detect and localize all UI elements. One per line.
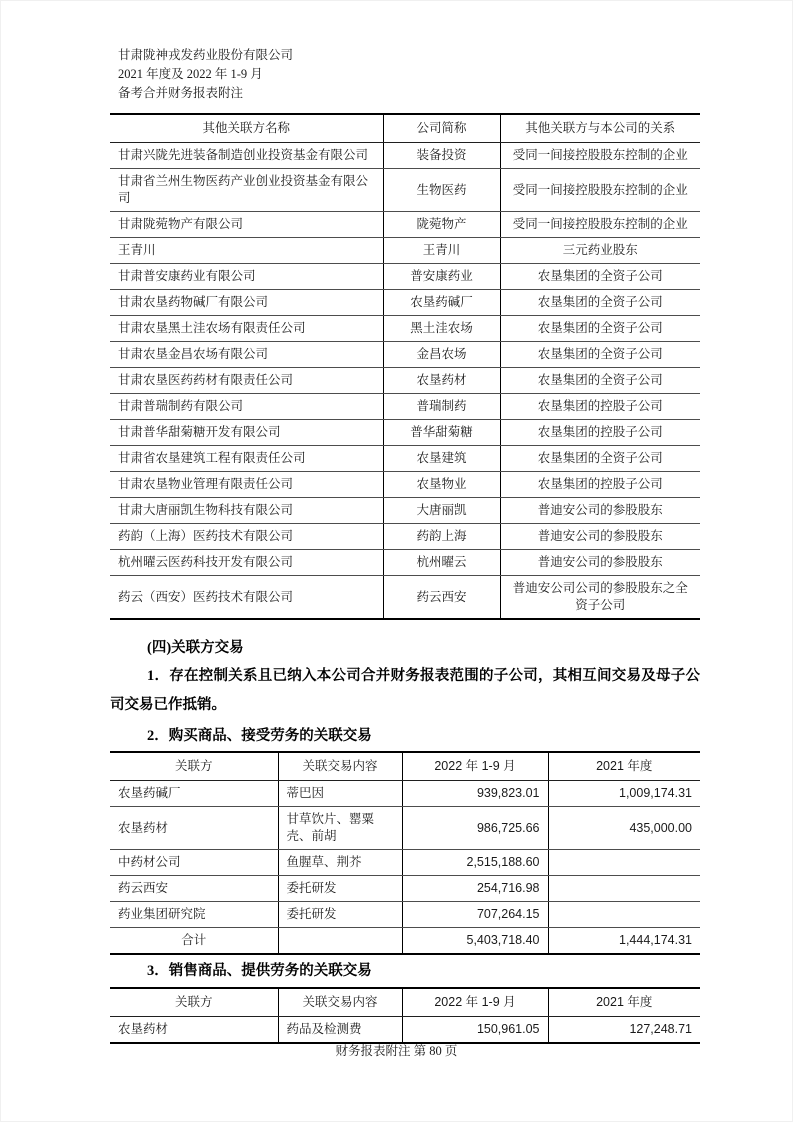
cell-content: 药品及检测费	[278, 1017, 402, 1044]
cell-abbr: 王青川	[383, 238, 500, 264]
cell-2021-value: 435,000.00	[548, 807, 700, 850]
cell-abbr: 生物医药	[383, 169, 500, 212]
cell-content: 鱼腥草、荆芥	[278, 850, 402, 876]
cell-relationship: 普迪安公司的参股股东	[500, 524, 700, 550]
cell-abbr: 杭州曜云	[383, 550, 500, 576]
cell-relationship: 农垦集团的全资子公司	[500, 342, 700, 368]
cell-relationship: 受同一间接控股股东控制的企业	[500, 143, 700, 169]
cell-company-name: 甘肃兴陇先进装备制造创业投资基金有限公司	[110, 143, 383, 169]
cell-relationship: 三元药业股东	[500, 238, 700, 264]
cell-company-name: 王青川	[110, 238, 383, 264]
cell-content: 委托研发	[278, 876, 402, 902]
table-row	[110, 264, 700, 290]
table-row	[110, 446, 700, 472]
cell-2022-value: 254,716.98	[402, 876, 548, 902]
cell-2021-value	[548, 902, 700, 928]
cell-2021-value: 1,009,174.31	[548, 781, 700, 807]
cell-party: 农垦药材	[118, 1022, 169, 1036]
col-header-2022-period: 2022 年 1-9 月	[402, 988, 548, 1017]
cell-party: 药业集团研究院	[110, 902, 278, 928]
cell-2022-value: 986,725.66	[402, 807, 548, 850]
cell-abbr: 农垦物业	[383, 472, 500, 498]
cell-company-name: 甘肃省兰州生物医药产业创业投资基金有限公司	[110, 169, 383, 212]
cell-2021-value: 127,248.71	[548, 1017, 700, 1044]
col-header-transaction-content: 关联交易内容	[278, 752, 402, 781]
table-row	[110, 524, 700, 550]
paragraph-consolidation-note: 1．存在控制关系且已纳入本公司合并财务报表范围的子公司，其相互间交易及母子公司交易已作抵销。	[110, 668, 700, 713]
cell-relationship: 普迪安公司公司的参股股东之全资子公司	[500, 576, 700, 620]
cell-2021-value	[548, 850, 700, 876]
cell-company-name: 杭州曜云医药科技开发有限公司	[110, 550, 383, 576]
cell-2022-total: 5,403,718.40	[402, 928, 548, 955]
document-header	[118, 46, 700, 103]
cell-relationship: 普迪安公司的参股股东	[500, 550, 700, 576]
cell-abbr: 装备投资	[383, 143, 500, 169]
table-row	[110, 902, 700, 928]
cell-company-name: 甘肃农垦物业管理有限责任公司	[110, 472, 383, 498]
cell-abbr: 普华甜菊糖	[383, 420, 500, 446]
cell-company-name: 甘肃普瑞制药有限公司	[110, 394, 383, 420]
page-footer: 财务报表附注 第 80 页	[335, 1044, 458, 1058]
table-row	[110, 472, 700, 498]
table-row	[110, 316, 700, 342]
table-row	[110, 169, 700, 212]
cell-company-name: 甘肃普安康药业有限公司	[110, 264, 383, 290]
col-header-related-party: 关联方	[110, 988, 278, 1017]
table-total-row	[110, 928, 700, 955]
col-header-related-party: 关联方	[110, 752, 278, 781]
cell-company-name: 甘肃农垦金昌农场有限公司	[110, 342, 383, 368]
cell-party: 中药材公司	[110, 850, 278, 876]
cell-company-name: 甘肃农垦医药药材有限责任公司	[110, 368, 383, 394]
cell-relationship: 农垦集团的全资子公司	[500, 290, 700, 316]
cell-relationship: 受同一间接控股股东控制的企业	[500, 169, 700, 212]
table-row	[110, 850, 700, 876]
cell-relationship: 普迪安公司的参股股东	[500, 498, 700, 524]
table-row	[110, 290, 700, 316]
cell-content: 蒂巴因	[278, 781, 402, 807]
table-row	[110, 1017, 700, 1044]
table-row	[110, 807, 700, 850]
cell-relationship: 农垦集团的全资子公司	[500, 316, 700, 342]
table-header-row	[110, 752, 700, 781]
cell-abbr: 黑土洼农场	[383, 316, 500, 342]
heading-purchase-transactions: 2．购买商品、接受劳务的关联交易	[147, 728, 372, 744]
heading-sales-transactions: 3．销售商品、提供劳务的关联交易	[147, 963, 372, 979]
cell-relationship: 农垦集团的控股子公司	[500, 394, 700, 420]
cell-abbr: 金昌农场	[383, 342, 500, 368]
table-row	[110, 420, 700, 446]
table-row	[110, 781, 700, 807]
cell-abbr: 药云西安	[383, 576, 500, 620]
section-title-related-party-transactions: (四)关联方交易	[147, 640, 244, 656]
table-row	[110, 394, 700, 420]
cell-relationship: 农垦集团的全资子公司	[500, 264, 700, 290]
table-header-row	[110, 988, 700, 1017]
cell-company-name: 甘肃普华甜菊糖开发有限公司	[110, 420, 383, 446]
related-parties-table	[110, 113, 700, 620]
col-header-other-party-name: 其他关联方名称	[110, 114, 383, 143]
cell-party: 农垦药碱厂	[110, 781, 278, 807]
sales-transactions-table	[110, 987, 700, 1044]
page-content	[110, 0, 700, 1044]
cell-relationship: 受同一间接控股股东控制的企业	[500, 212, 700, 238]
col-header-transaction-content: 关联交易内容	[278, 988, 402, 1017]
cell-party: 农垦药材	[110, 807, 278, 850]
cell-party: 药云西安	[110, 876, 278, 902]
cell-abbr: 农垦建筑	[383, 446, 500, 472]
cell-company-name: 药韵（上海）医药技术有限公司	[110, 524, 383, 550]
cell-abbr: 大唐丽凯	[383, 498, 500, 524]
col-header-2021-year: 2021 年度	[548, 752, 700, 781]
table-header-row	[110, 114, 700, 143]
cell-abbr: 普瑞制药	[383, 394, 500, 420]
table-row	[110, 342, 700, 368]
table-row	[110, 576, 700, 620]
cell-company-name: 甘肃农垦药物碱厂有限公司	[110, 290, 383, 316]
col-header-2021-year: 2021 年度	[548, 988, 700, 1017]
cell-company-name: 甘肃省农垦建筑工程有限责任公司	[110, 446, 383, 472]
cell-content: 甘草饮片、罂粟壳、前胡	[278, 807, 402, 850]
cell-2022-value: 150,961.05	[402, 1017, 548, 1044]
cell-2022-value: 707,264.15	[402, 902, 548, 928]
table-row	[110, 143, 700, 169]
cell-abbr: 农垦药碱厂	[383, 290, 500, 316]
cell-company-name: 药云（西安）医药技术有限公司	[118, 589, 294, 604]
cell-relationship: 农垦集团的全资子公司	[500, 368, 700, 394]
col-header-relationship: 其他关联方与本公司的关系	[500, 114, 700, 143]
cell-relationship: 农垦集团的控股子公司	[500, 420, 700, 446]
table-row	[110, 498, 700, 524]
cell-company-name: 甘肃陇菀物产有限公司	[110, 212, 383, 238]
col-header-abbr: 公司简称	[383, 114, 500, 143]
company-name: 甘肃陇神戎发药业股份有限公司	[118, 48, 294, 62]
cell-company-name: 甘肃大唐丽凯生物科技有限公司	[110, 498, 383, 524]
cell-abbr: 普安康药业	[383, 264, 500, 290]
cell-2021-total: 1,444,174.31	[548, 928, 700, 955]
cell-content	[278, 928, 402, 955]
purchase-transactions-table	[110, 751, 700, 955]
cell-relationship: 农垦集团的控股子公司	[500, 472, 700, 498]
col-header-2022-period: 2022 年 1-9 月	[402, 752, 548, 781]
cell-2021-value	[548, 876, 700, 902]
table-row	[110, 368, 700, 394]
cell-company-name: 甘肃农垦黑土洼农场有限责任公司	[110, 316, 383, 342]
report-title: 备考合并财务报表附注	[118, 86, 244, 100]
cell-relationship: 农垦集团的全资子公司	[500, 446, 700, 472]
report-period: 2021 年度及 2022 年 1-9 月	[118, 67, 263, 81]
cell-total-label: 合计	[181, 933, 207, 947]
cell-abbr: 药韵上海	[383, 524, 500, 550]
cell-content: 委托研发	[278, 902, 402, 928]
table-row	[110, 550, 700, 576]
table-row	[110, 212, 700, 238]
cell-abbr: 农垦药材	[383, 368, 500, 394]
table-row	[110, 876, 700, 902]
cell-2022-value: 939,823.01	[402, 781, 548, 807]
cell-2022-value: 2,515,188.60	[402, 850, 548, 876]
table-row	[110, 238, 700, 264]
cell-abbr: 陇菀物产	[383, 212, 500, 238]
